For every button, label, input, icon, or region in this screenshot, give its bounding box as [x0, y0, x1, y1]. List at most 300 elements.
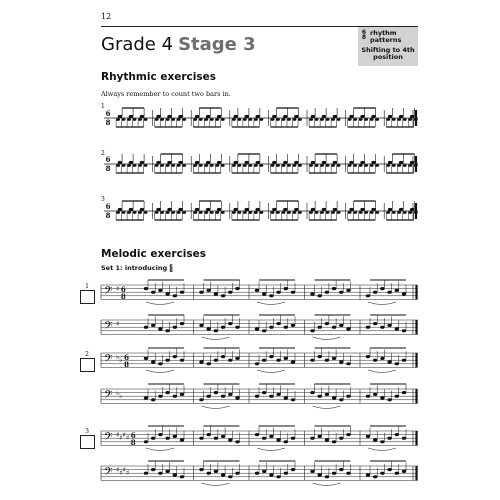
key-signature: ♯ — [116, 285, 120, 293]
note-icon — [255, 327, 259, 330]
note-icon — [395, 289, 399, 292]
note-icon — [180, 359, 184, 362]
note-icon — [370, 164, 374, 167]
note-icon — [320, 118, 324, 121]
note-icon — [254, 164, 258, 167]
note-icon — [366, 326, 370, 329]
note-icon — [269, 395, 273, 398]
note-icon — [160, 118, 164, 121]
note-icon — [235, 396, 239, 399]
key-signature: ♯ — [122, 431, 126, 439]
note-icon — [221, 355, 225, 358]
note-icon — [315, 211, 319, 214]
key-signature: ♯ — [122, 466, 126, 474]
slur — [146, 302, 174, 305]
note-icon — [206, 161, 211, 164]
note-icon — [214, 329, 218, 332]
note-icon — [326, 211, 330, 214]
key-signature: ♯ — [125, 469, 130, 477]
note-icon — [410, 208, 415, 211]
note-icon — [320, 164, 324, 167]
note-icon — [262, 292, 266, 295]
note-icon — [118, 115, 123, 118]
note-icon — [221, 473, 225, 476]
note-icon — [373, 359, 377, 362]
note-icon — [366, 435, 370, 438]
note-icon — [364, 164, 368, 167]
note-icon — [221, 211, 225, 214]
note-icon — [259, 164, 263, 167]
note-icon — [199, 398, 203, 401]
note-icon — [402, 391, 406, 394]
note-icon — [177, 164, 181, 167]
note-icon — [380, 287, 384, 290]
note-icon — [353, 164, 357, 167]
note-icon — [402, 437, 406, 440]
note-icon — [245, 115, 250, 118]
note-icon — [214, 470, 218, 473]
note-icon — [133, 211, 137, 214]
note-icon — [234, 115, 239, 118]
note-icon — [294, 208, 299, 211]
note-icon — [414, 211, 418, 214]
note-icon — [298, 211, 302, 214]
note-icon — [291, 437, 295, 440]
note-icon — [221, 164, 225, 167]
note-icon — [359, 211, 363, 214]
note-icon — [255, 161, 260, 164]
note-icon — [366, 395, 370, 398]
note-icon — [177, 118, 181, 121]
time-signature-top: 6 — [124, 352, 130, 362]
note-icon — [366, 294, 370, 297]
note-icon — [133, 164, 137, 167]
note-icon — [402, 359, 406, 362]
time-signature-top: 6 — [105, 202, 111, 211]
note-icon — [195, 161, 200, 164]
note-icon — [364, 211, 368, 214]
note-icon — [228, 438, 232, 441]
note-icon — [259, 211, 263, 214]
key-signature: ♯ — [119, 434, 123, 442]
note-icon — [173, 435, 177, 438]
note-icon — [269, 473, 273, 476]
note-icon — [199, 437, 203, 440]
note-icon — [178, 115, 183, 118]
note-icon — [366, 473, 370, 476]
note-icon — [325, 475, 329, 478]
note-icon — [151, 324, 155, 327]
note-icon — [210, 164, 214, 167]
note-icon — [325, 322, 329, 325]
note-icon — [291, 398, 295, 401]
note-icon — [215, 164, 219, 167]
staff — [101, 285, 418, 301]
key-signature: ♭ — [119, 356, 123, 364]
note-icon — [133, 118, 137, 121]
note-icon — [235, 472, 239, 475]
note-icon — [294, 115, 299, 118]
note-icon — [414, 164, 418, 167]
note-icon — [116, 211, 120, 214]
note-icon — [276, 475, 280, 478]
note-icon — [171, 211, 175, 214]
note-icon — [173, 326, 177, 329]
note-icon — [387, 398, 391, 401]
note-icon — [217, 208, 222, 211]
note-icon — [309, 118, 313, 121]
note-icon — [315, 164, 319, 167]
slur — [313, 406, 341, 409]
note-icon — [311, 115, 316, 118]
note-icon — [199, 211, 203, 214]
note-icon — [337, 164, 341, 167]
note-icon — [155, 118, 159, 121]
key-signature: ♯ — [116, 431, 120, 439]
note-icon — [272, 115, 277, 118]
note-icon — [204, 118, 208, 121]
key-signature: ♯ — [116, 466, 120, 474]
note-icon — [234, 161, 239, 164]
note-icon — [311, 161, 316, 164]
note-icon — [237, 118, 241, 121]
note-icon — [375, 164, 379, 167]
staff — [101, 353, 418, 369]
time-signature-bottom: 8 — [130, 438, 136, 447]
note-icon — [118, 161, 123, 164]
note-icon — [207, 327, 211, 330]
note-icon — [127, 164, 131, 167]
topic-line1: rhythm patterns — [370, 29, 402, 45]
note-icon — [281, 118, 285, 121]
note-icon — [373, 393, 377, 396]
rhythm-line-1 — [104, 110, 418, 126]
note-icon — [348, 211, 352, 214]
note-icon — [156, 115, 161, 118]
note-icon — [228, 291, 232, 294]
note-icon — [392, 211, 396, 214]
note-icon — [262, 359, 266, 362]
note-icon — [395, 395, 399, 398]
note-icon — [388, 208, 393, 211]
note-icon — [167, 161, 172, 164]
note-icon — [284, 396, 288, 399]
key-signature: ♭ — [116, 389, 120, 397]
note-icon — [243, 118, 247, 121]
note-icon — [387, 468, 391, 471]
key-signature: ♭ — [119, 392, 123, 400]
note-icon — [333, 115, 338, 118]
time-signature-bottom: 8 — [124, 360, 130, 369]
note-icon — [318, 435, 322, 438]
note-icon — [158, 472, 162, 475]
note-icon — [165, 391, 169, 394]
note-icon — [165, 329, 169, 332]
note-icon — [399, 161, 404, 164]
note-icon — [199, 118, 203, 121]
note-icon — [348, 164, 352, 167]
note-icon — [255, 115, 260, 118]
note-icon — [395, 433, 399, 436]
note-icon — [339, 437, 343, 440]
topic-line2: Shifting to 4th position — [361, 46, 415, 62]
note-icon — [215, 211, 219, 214]
note-icon — [228, 359, 232, 362]
note-icon — [243, 164, 247, 167]
note-icon — [243, 211, 247, 214]
note-icon — [311, 208, 316, 211]
note-icon — [270, 118, 274, 121]
note-icon — [380, 472, 384, 475]
note-icon — [140, 161, 145, 164]
note-icon — [322, 161, 327, 164]
note-icon — [217, 115, 222, 118]
note-icon — [166, 164, 170, 167]
note-icon — [234, 208, 239, 211]
note-icon — [180, 438, 184, 441]
note-icon — [180, 475, 184, 478]
note-icon — [158, 327, 162, 330]
note-icon — [199, 291, 203, 294]
note-icon — [193, 164, 197, 167]
stage-label: Stage 3 — [178, 34, 256, 55]
note-icon — [291, 468, 295, 471]
note-icon — [254, 118, 258, 121]
set-heading: Set 1: introducing 6 8 — [101, 263, 173, 274]
melodic-heading: Melodic exercises — [101, 248, 207, 260]
note-icon — [214, 391, 218, 394]
note-icon — [283, 208, 288, 211]
note-icon — [237, 164, 241, 167]
note-icon — [388, 115, 393, 118]
note-icon — [349, 115, 354, 118]
note-icon — [165, 470, 169, 473]
note-icon — [284, 472, 288, 475]
note-icon — [122, 118, 126, 121]
note-icon — [408, 211, 412, 214]
note-icon — [259, 118, 263, 121]
note-icon — [144, 164, 148, 167]
bass-clef-icon: 𝄢 — [104, 431, 113, 446]
note-icon — [262, 391, 266, 394]
note-icon — [199, 360, 203, 363]
note-icon — [255, 433, 259, 436]
note-icon — [167, 115, 172, 118]
note-icon — [228, 475, 232, 478]
note-icon — [325, 359, 329, 362]
note-icon — [193, 211, 197, 214]
note-icon — [397, 118, 401, 121]
note-icon — [144, 472, 148, 475]
note-icon — [269, 326, 273, 329]
melodic-ex-number-3: 3 — [85, 428, 89, 435]
note-icon — [360, 115, 365, 118]
note-icon — [276, 211, 280, 214]
note-icon — [269, 355, 273, 358]
note-icon — [387, 437, 391, 440]
note-icon — [171, 164, 175, 167]
note-icon — [386, 211, 390, 214]
note-icon — [364, 118, 368, 121]
bass-clef-icon: 𝄢 — [104, 320, 113, 335]
note-icon — [386, 164, 390, 167]
note-icon — [255, 289, 259, 292]
note-icon — [182, 164, 186, 167]
note-icon — [276, 118, 280, 121]
note-icon — [173, 355, 177, 358]
note-icon — [337, 211, 341, 214]
note-icon — [215, 118, 219, 121]
note-icon — [156, 161, 161, 164]
note-icon — [182, 211, 186, 214]
note-icon — [144, 326, 148, 329]
note-icon — [248, 211, 252, 214]
note-icon — [284, 326, 288, 329]
note-icon — [360, 161, 365, 164]
note-icon — [129, 115, 134, 118]
note-icon — [310, 359, 314, 362]
note-icon — [140, 115, 145, 118]
note-icon — [281, 164, 285, 167]
note-icon — [315, 118, 319, 121]
note-icon — [221, 395, 225, 398]
note-icon — [214, 292, 218, 295]
note-icon — [346, 395, 350, 398]
note-icon — [237, 211, 241, 214]
note-icon — [325, 438, 329, 441]
note-icon — [151, 468, 155, 471]
note-icon — [332, 440, 336, 443]
note-icon — [284, 440, 288, 443]
note-icon — [144, 287, 148, 290]
time-signature-bottom: 8 — [105, 164, 111, 173]
slur — [202, 406, 230, 409]
note-icon — [140, 208, 145, 211]
time-signature-top: 6 — [120, 284, 126, 294]
note-icon — [339, 360, 343, 363]
key-signature: ♭ — [116, 353, 120, 361]
note-icon — [235, 326, 239, 329]
note-icon — [116, 164, 120, 167]
note-icon — [333, 208, 338, 211]
note-icon — [199, 164, 203, 167]
note-icon — [359, 164, 363, 167]
staff — [101, 431, 418, 447]
time-signature-top: 6 — [105, 155, 111, 164]
note-icon — [210, 211, 214, 214]
bass-clef-icon: 𝄢 — [104, 466, 113, 481]
note-icon — [346, 362, 350, 365]
note-icon — [155, 211, 159, 214]
note-icon — [158, 289, 162, 292]
note-icon — [408, 118, 412, 121]
note-icon — [320, 211, 324, 214]
note-icon — [138, 164, 142, 167]
note-icon — [339, 291, 343, 294]
note-icon — [151, 291, 155, 294]
slur — [202, 483, 230, 486]
topic-time-signature: 6 8 — [361, 29, 367, 41]
staff — [101, 466, 418, 481]
note-icon — [332, 287, 336, 290]
key-signature: ♯ — [125, 434, 130, 442]
note-icon — [387, 324, 391, 327]
note-icon — [403, 164, 407, 167]
time-signature-bottom: 8 — [105, 118, 111, 127]
page-number: 12 — [101, 12, 112, 21]
note-icon — [371, 115, 376, 118]
note-icon — [332, 472, 336, 475]
note-icon — [151, 360, 155, 363]
note-icon — [127, 211, 131, 214]
rhythm-ex-number-3: 3 — [101, 196, 105, 203]
note-icon — [127, 118, 131, 121]
note-icon — [232, 211, 236, 214]
time-signature-top: 6 — [130, 430, 136, 440]
note-icon — [138, 118, 142, 121]
note-icon — [155, 164, 159, 167]
note-icon — [291, 291, 295, 294]
note-icon — [346, 472, 350, 475]
note-icon — [310, 437, 314, 440]
note-icon — [210, 118, 214, 121]
note-icon — [386, 118, 390, 121]
note-icon — [167, 208, 172, 211]
note-icon — [318, 355, 322, 358]
note-icon — [206, 208, 211, 211]
note-icon — [199, 468, 203, 471]
note-icon — [337, 118, 341, 121]
note-icon — [339, 398, 343, 401]
note-icon — [166, 211, 170, 214]
note-icon — [287, 164, 291, 167]
note-icon — [255, 395, 259, 398]
note-icon — [339, 468, 343, 471]
note-icon — [195, 208, 200, 211]
note-icon — [151, 437, 155, 440]
note-icon — [165, 359, 169, 362]
note-icon — [353, 118, 357, 121]
note-icon — [410, 115, 415, 118]
note-icon — [388, 161, 393, 164]
rhythm-ex-number-1: 1 — [101, 103, 105, 110]
note-icon — [375, 118, 379, 121]
note-icon — [177, 211, 181, 214]
grade-label: Grade 4 — [101, 34, 174, 55]
time-signature-bottom: 8 — [105, 211, 111, 220]
note-icon — [221, 294, 225, 297]
note-icon — [387, 291, 391, 294]
slur — [257, 448, 285, 451]
note-icon — [207, 433, 211, 436]
slur — [257, 370, 285, 373]
note-icon — [291, 324, 295, 327]
note-icon — [129, 208, 134, 211]
note-icon — [255, 472, 259, 475]
note-icon — [310, 391, 314, 394]
note-icon — [138, 211, 142, 214]
note-icon — [180, 291, 184, 294]
note-icon — [370, 118, 374, 121]
note-icon — [173, 473, 177, 476]
note-icon — [353, 211, 357, 214]
note-icon — [214, 359, 218, 362]
note-icon — [116, 118, 120, 121]
note-icon — [414, 118, 418, 121]
bass-clef-icon: 𝄢 — [104, 389, 113, 404]
key-signature: ♯ — [119, 469, 123, 477]
note-icon — [171, 118, 175, 121]
